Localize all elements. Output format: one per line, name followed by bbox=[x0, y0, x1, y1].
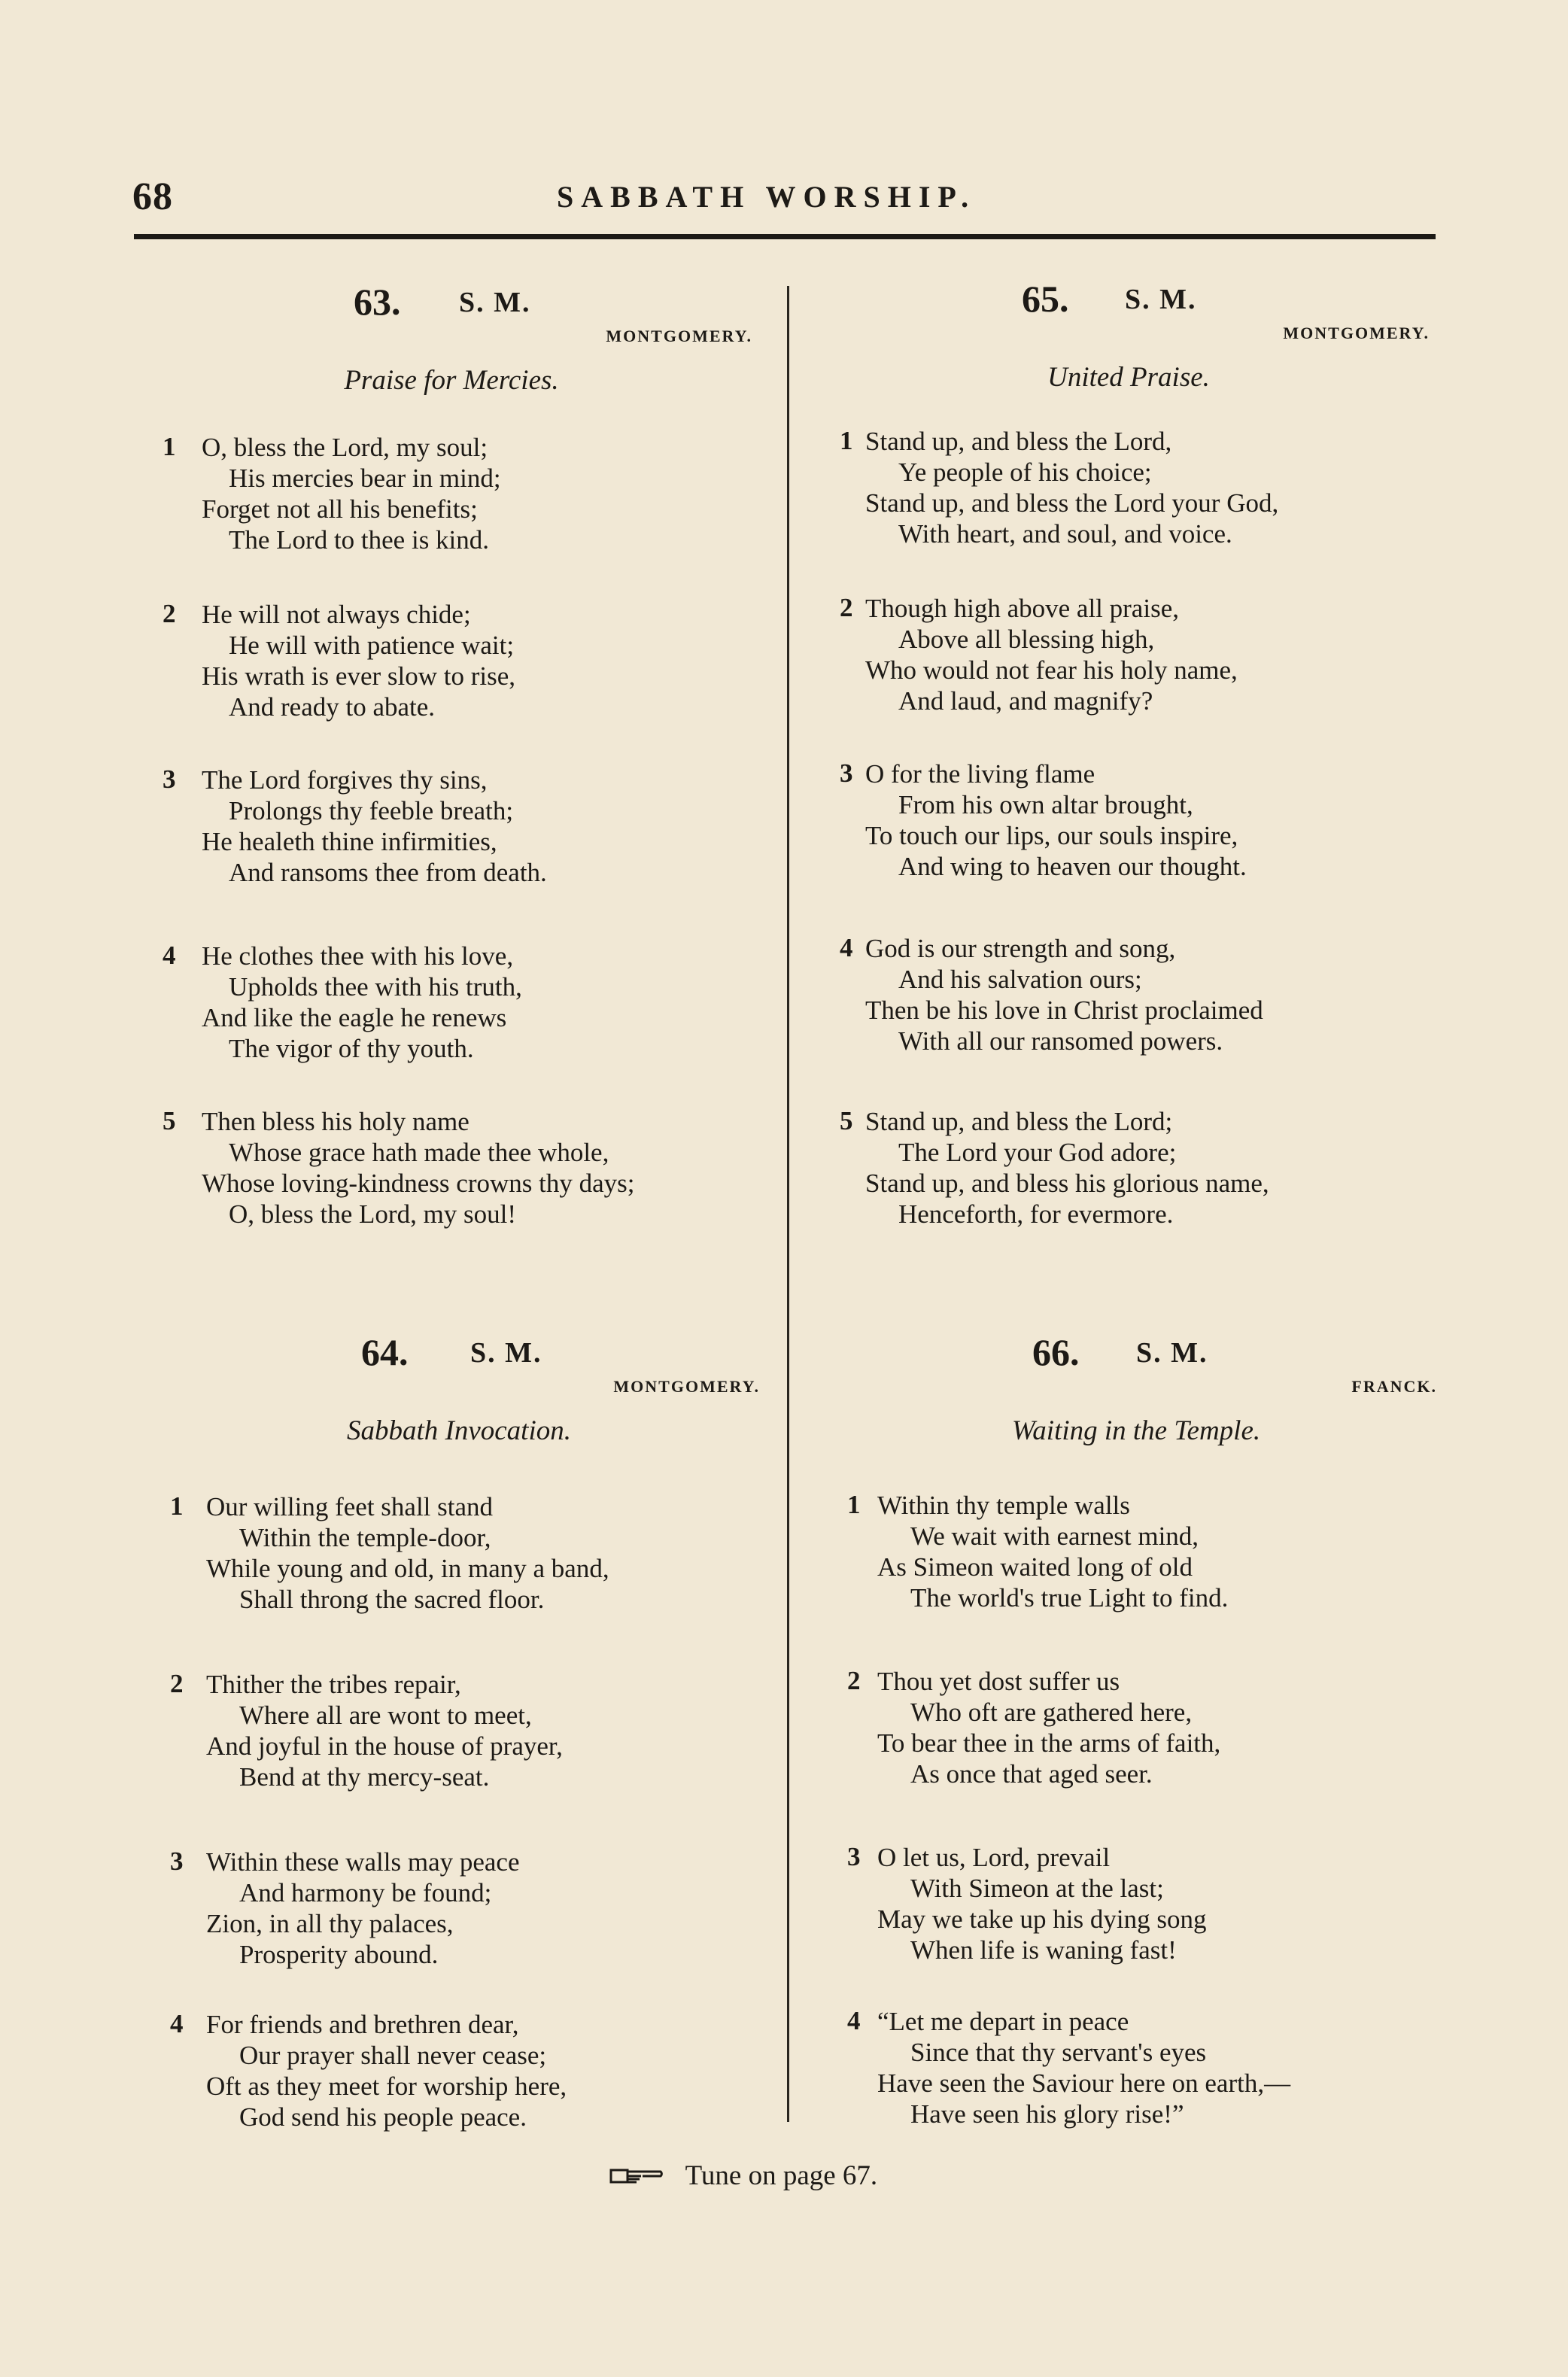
verse-line: Stand up, and bless the Lord, bbox=[865, 427, 1172, 456]
stanza-number: 5 bbox=[163, 1106, 176, 1135]
verse-line: And ready to abate. bbox=[229, 692, 436, 722]
verse-line: The Lord forgives thy sins, bbox=[202, 765, 488, 795]
verse-line: And joyful in the house of prayer, bbox=[206, 1731, 563, 1761]
verse-line: And like the eagle he renews bbox=[202, 1003, 507, 1032]
hymn-heading bbox=[150, 280, 752, 345]
hymn-number: 66. bbox=[1032, 1331, 1080, 1373]
hymn-meter: S. M. bbox=[470, 1337, 542, 1369]
verse-line: The Lord your God adore; bbox=[898, 1138, 1177, 1167]
verse-line: May we take up his dying song bbox=[877, 1904, 1207, 1934]
column-divider bbox=[787, 286, 789, 2122]
verse-line: Zion, in all thy palaces, bbox=[206, 1909, 454, 1938]
verse-line: The world's true Light to find. bbox=[910, 1583, 1229, 1613]
verse-line: His mercies bear in mind; bbox=[229, 464, 501, 493]
verse-line: Where all are wont to meet, bbox=[239, 1701, 532, 1730]
verse-line: Prolongs thy feeble breath; bbox=[229, 796, 514, 825]
verse-line: The Lord to thee is kind. bbox=[229, 525, 490, 555]
hymn-author: MONTGOMERY. bbox=[613, 1377, 760, 1396]
hymn-title: Praise for Mercies. bbox=[344, 365, 559, 396]
stanza-number: 1 bbox=[847, 1490, 861, 1519]
verse-line: And ransoms thee from death. bbox=[229, 858, 547, 887]
verse-line: Then bless his holy name bbox=[202, 1107, 469, 1136]
verse-line: With Simeon at the last; bbox=[910, 1874, 1164, 1903]
verse-line: Upholds thee with his truth, bbox=[229, 972, 522, 1002]
verse-line: Have seen the Saviour here on earth,— bbox=[877, 2068, 1291, 2098]
verse-line: To bear thee in the arms of faith, bbox=[877, 1728, 1221, 1758]
header-rule bbox=[134, 234, 1436, 239]
verse-line: Whose grace hath made thee whole, bbox=[229, 1138, 609, 1167]
hymn-title: Sabbath Invocation. bbox=[346, 1415, 571, 1446]
hymn-number: 65. bbox=[1022, 278, 1069, 320]
verse-line: God send his people peace. bbox=[239, 2102, 527, 2132]
verse-line: Our prayer shall never cease; bbox=[239, 2041, 547, 2070]
stanza-number: 2 bbox=[163, 599, 176, 628]
hymn-author: MONTGOMERY. bbox=[1283, 324, 1430, 342]
hymn-meter: S. M. bbox=[1125, 284, 1197, 315]
verse-line: Then be his love in Christ proclaimed bbox=[865, 995, 1263, 1025]
hymn-meter: S. M. bbox=[459, 287, 531, 318]
verse-line: Shall throng the sacred floor. bbox=[239, 1585, 545, 1614]
verse-line: Whose loving-kindness crowns thy days; bbox=[202, 1169, 635, 1198]
verse-line: Have seen his glory rise!” bbox=[910, 2099, 1184, 2129]
stanza-number: 2 bbox=[170, 1669, 184, 1698]
hymn-meter: S. M. bbox=[1136, 1337, 1208, 1369]
verse-line: Within thy temple walls bbox=[877, 1491, 1130, 1520]
verse-line: O, bless the Lord, my soul; bbox=[202, 433, 488, 462]
verse-line: Henceforth, for evermore. bbox=[898, 1199, 1174, 1229]
hymn-author: MONTGOMERY. bbox=[606, 327, 752, 345]
hymn-heading bbox=[158, 1330, 760, 1396]
verse-line: Forget not all his benefits; bbox=[202, 494, 478, 524]
verse-line: Bend at thy mercy-seat. bbox=[239, 1762, 490, 1792]
verse-line: He will with patience wait; bbox=[229, 631, 515, 660]
pointing-hand-icon bbox=[609, 2162, 668, 2194]
stanza-number: 2 bbox=[847, 1666, 861, 1695]
verse-line: O, bless the Lord, my soul! bbox=[229, 1199, 517, 1229]
verse-line: God is our strength and song, bbox=[865, 934, 1176, 963]
stanza-number: 1 bbox=[163, 432, 176, 461]
page-number: 68 bbox=[132, 175, 173, 218]
verse-line: Stand up, and bless the Lord your God, bbox=[865, 488, 1279, 518]
verse-line: O let us, Lord, prevail bbox=[877, 1843, 1111, 1872]
stanza-number: 4 bbox=[170, 2009, 184, 2038]
hymn-title: Waiting in the Temple. bbox=[1011, 1415, 1261, 1446]
verse-line: For friends and brethren dear, bbox=[206, 2010, 519, 2039]
hymn-heading bbox=[828, 277, 1430, 342]
verse-line: Within the temple-door, bbox=[239, 1523, 491, 1552]
verse-line: Thou yet dost suffer us bbox=[877, 1667, 1120, 1696]
footer-note-text: Tune on page 67. bbox=[685, 2160, 878, 2191]
verse-line: Our willing feet shall stand bbox=[206, 1492, 494, 1521]
hymn-heading bbox=[835, 1330, 1437, 1396]
verse-line: And his salvation ours; bbox=[898, 965, 1142, 994]
stanza-number: 3 bbox=[163, 764, 176, 794]
verse-line: While young and old, in many a band, bbox=[206, 1554, 609, 1583]
verse-line: Above all blessing high, bbox=[898, 625, 1155, 654]
stanza-number: 3 bbox=[170, 1847, 184, 1876]
verse-line: He healeth thine infirmities, bbox=[202, 827, 497, 856]
verse-line: And wing to heaven our thought. bbox=[898, 852, 1247, 881]
hymn-author: FRANCK. bbox=[1351, 1377, 1437, 1396]
verse-line: Though high above all praise, bbox=[865, 594, 1179, 623]
stanza-number: 3 bbox=[847, 1842, 861, 1871]
verse-line: O for the living flame bbox=[865, 759, 1095, 789]
stanza-number: 4 bbox=[840, 933, 853, 962]
verse-line: “Let me depart in peace bbox=[877, 2007, 1129, 2036]
hymn-title: United Praise. bbox=[1047, 362, 1210, 393]
verse-line: From his own altar brought, bbox=[898, 790, 1193, 819]
stanza-number: 2 bbox=[840, 593, 853, 622]
verse-line: He clothes thee with his love, bbox=[202, 941, 514, 971]
verse-line: He will not always chide; bbox=[202, 600, 471, 629]
verse-line: Prosperity abound. bbox=[239, 1940, 439, 1969]
stanza-number: 1 bbox=[170, 1491, 184, 1521]
stanza-number: 3 bbox=[840, 758, 853, 788]
verse-line: To touch our lips, our souls inspire, bbox=[865, 821, 1238, 850]
verse-line: We wait with earnest mind, bbox=[910, 1521, 1199, 1551]
hymn-number: 63. bbox=[354, 281, 401, 323]
verse-line: Since that thy servant's eyes bbox=[910, 2038, 1207, 2067]
verse-line: His wrath is ever slow to rise, bbox=[202, 661, 516, 691]
verse-line: Stand up, and bless the Lord; bbox=[865, 1107, 1173, 1136]
stanza-number: 5 bbox=[840, 1106, 853, 1135]
verse-line: As Simeon waited long of old bbox=[877, 1552, 1193, 1582]
verse-line: Ye people of his choice; bbox=[898, 457, 1152, 487]
verse-line: And laud, and magnify? bbox=[898, 686, 1153, 716]
verse-line: Within these walls may peace bbox=[206, 1847, 520, 1877]
verse-line: Who oft are gathered here, bbox=[910, 1698, 1193, 1727]
running-head: SABBATH WORSHIP. bbox=[557, 180, 977, 214]
verse-line: And harmony be found; bbox=[239, 1878, 492, 1907]
verse-line: The vigor of thy youth. bbox=[229, 1034, 474, 1063]
verse-line: Who would not fear his holy name, bbox=[865, 655, 1238, 685]
hymn-number: 64. bbox=[361, 1331, 409, 1373]
verse-line: With all our ransomed powers. bbox=[898, 1026, 1223, 1056]
verse-line: Stand up, and bless his glorious name, bbox=[865, 1169, 1269, 1198]
stanza-number: 1 bbox=[840, 426, 853, 455]
footer-note bbox=[609, 2160, 877, 2194]
verse-line: With heart, and soul, and voice. bbox=[898, 519, 1232, 549]
stanza-number: 4 bbox=[847, 2006, 861, 2035]
stanza-number: 4 bbox=[163, 941, 176, 970]
verse-line: Thither the tribes repair, bbox=[206, 1670, 461, 1699]
verse-line: As once that aged seer. bbox=[910, 1759, 1153, 1789]
verse-line: When life is waning fast! bbox=[910, 1935, 1177, 1965]
verse-line: Oft as they meet for worship here, bbox=[206, 2072, 567, 2101]
